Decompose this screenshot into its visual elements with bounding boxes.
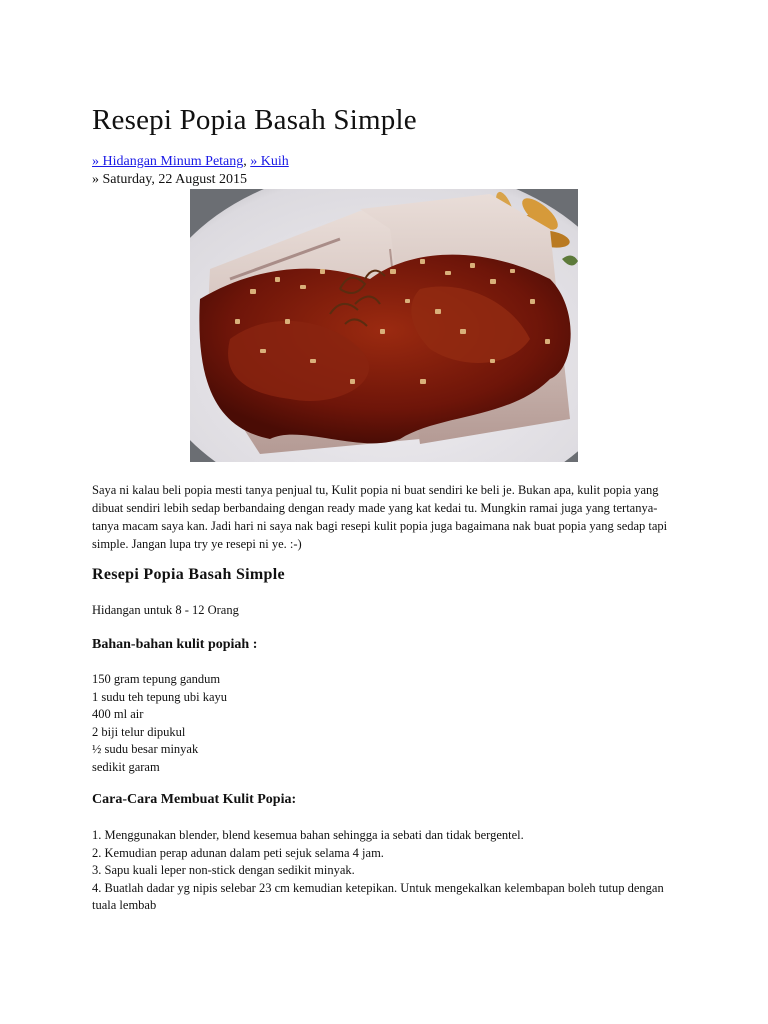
list-item: 2. Kemudian perap adunan dalam peti sejuk selama 4 jam. [92,845,384,860]
list-item: sedikit garam [92,759,160,774]
list-item: 150 gram tepung gandum [92,672,221,686]
intro-paragraph: Saya ni kalau beli popia mesti tanya penjual tu, Kulit popia ni buat sendiri ke beli je. Bukan apa, kulit popia yang dibuat sendiri lebih sedap berbandaing dengan ready made yang kat kedai tu. Mungkin ramai juga yang tertanya-tanya macam saya kan. Jadi hari ni saya nak bagi resepi kulit popia juga bagaimana nak buat popia yang sedap tapi simple. Jangan lupa try ye resepi ni ye. :-) [92,483,668,551]
ingredients-heading: Bahan-bahan kulit popiah : [92,637,258,652]
list-item: ½ sudu besar minyak [92,742,199,757]
category-separator: , [243,154,251,169]
post-date: » Saturday, 22 August 2015 [92,172,248,187]
page-title: Resepi Popia Basah Simple [92,104,417,136]
category-link-hidangan[interactable]: » Hidangan Minum Petang [92,154,244,169]
list-item: 3. Sapu kuali leper non-stick dengan sedikit minyak. [92,863,355,878]
list-item: 400 ml air [92,707,144,722]
list-item: 1. Menggunakan blender, blend kesemua bahan sehingga ia sebati dan tidak bergentel. [92,828,524,842]
serving-info: Hidangan untuk 8 - 12 Orang [92,603,239,617]
list-item: 2 biji telur dipukul [92,724,186,739]
recipe-title: Resepi Popia Basah Simple [92,566,285,583]
list-item: 1 sudu teh tepung ubi kayu [92,689,228,704]
method-heading: Cara-Cara Membuat Kulit Popia: [92,792,297,807]
method-list [92,827,682,915]
category-link-kuih[interactable]: » Kuih [250,154,289,169]
category-links [92,154,289,170]
list-item: 4. Buatlah dadar yg nipis selebar 23 cm kemudian ketepikan. Untuk mengekalkan kelembapan boleh tutup dengan tuala lembab [92,880,664,913]
popia-photo [190,189,578,462]
ingredients-list [92,671,682,777]
